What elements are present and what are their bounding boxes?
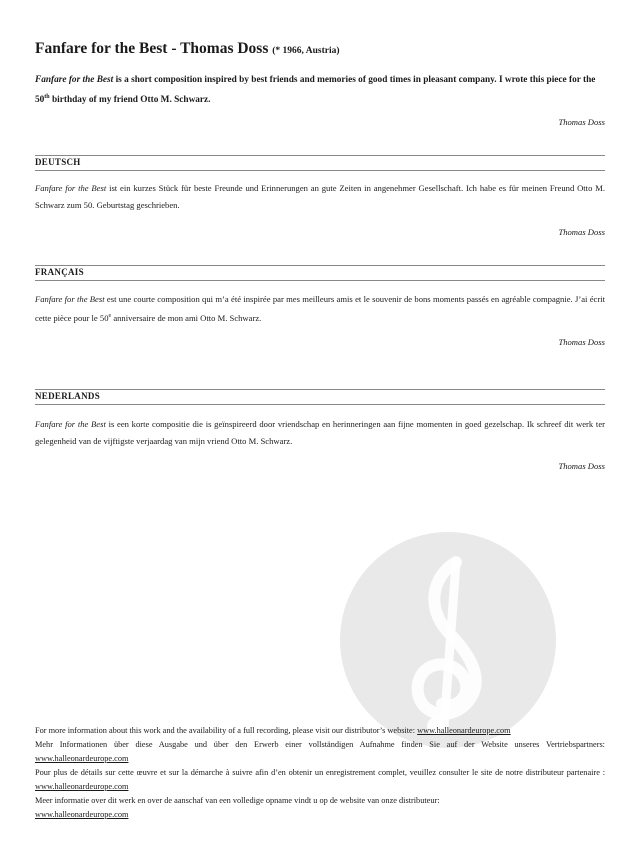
footer-fr-text: Pour plus de détails sur cette œuvre et sur la démarche à suivre afin d’en obtenir un enregistrement complet, veuillez consulter le site de notre distributeur partenaire : (35, 768, 605, 777)
footer-fr-link[interactable]: www.halleonardeurope.com (35, 782, 129, 791)
signature-fr: Thomas Doss (558, 337, 605, 347)
footer-de-text: Mehr Informationen über diese Ausgabe und über den Erwerb einer vollständigen Aufnahme finden Sie auf der Website unseres Vertriebspartners: (35, 740, 605, 749)
body-text-a: est une courte composition qui m’a été inspirée par mes meilleurs amis et le souvenir de bons moments passés en agréable compagnie. J’ai écrit cette pièce pour le 50 (35, 294, 605, 323)
treble-clef-watermark (340, 532, 556, 748)
footer-de (35, 738, 605, 766)
footer-nl (35, 794, 605, 822)
work-title: Fanfare for the Best (35, 294, 105, 304)
work-title: Fanfare for the Best (35, 419, 106, 429)
treble-clef-icon (340, 532, 556, 748)
work-title: Fanfare for the Best (35, 75, 114, 85)
signature-nl: Thomas Doss (558, 461, 605, 471)
footer-en-link[interactable]: www.halleonardeurope.com (417, 726, 511, 735)
signature-en: Thomas Doss (558, 117, 605, 127)
footer-en (35, 724, 605, 738)
composer-life-dates: (* 1966, Austria) (272, 46, 340, 56)
heading-text: DEUTSCH (35, 157, 81, 167)
footer-nl-text: Meer informatie over dit werk en over de aanschaf van een volledige opname vindt u op de website van onze distributeur: (35, 796, 440, 805)
heading-text: NEDERLANDS (35, 391, 101, 401)
section-heading-francais (35, 266, 605, 281)
signature-de: Thomas Doss (558, 227, 605, 237)
heading-text: FRANÇAIS (35, 267, 84, 277)
section-body-nederlands (35, 416, 605, 450)
intro-text-b: birthday of my friend Otto M. Schwarz. (49, 95, 211, 106)
section-body-francais (35, 291, 605, 327)
work-title: Fanfare for the Best (35, 183, 107, 193)
section-heading-deutsch (35, 156, 605, 171)
body-text: ist ein kurzes Stück für beste Freunde und Erinnerungen an gute Zeiten in angenehmer Gesellschaft. Ich habe es für meinen Freund Otto M. Schwarz zum 50. Geburtstag geschrieben. (35, 183, 605, 210)
body-text-b: anniversaire de mon ami Otto M. Schwarz. (111, 312, 262, 323)
body-text: is een korte compositie die is geïnspireerd door vriendschap en herinneringen aan fijne momenten in goed gezelschap. Ik schreef dit werk ter gelegenheid van de vijftigste verjaardag van mijn vriend Otto M. Schwarz. (35, 419, 605, 446)
section-heading-nederlands (35, 390, 605, 405)
footer-nl-link[interactable]: www.halleonardeurope.com (35, 810, 129, 819)
page-title (35, 40, 340, 58)
footer-en-text: For more information about this work and the availability of a full recording, please visit our distributor’s website: (35, 726, 418, 735)
english-intro (35, 72, 605, 109)
footer-de-link[interactable]: www.halleonardeurope.com (35, 754, 129, 763)
intro-ordinal: th (44, 94, 50, 100)
ordinal: e (108, 313, 112, 319)
intro-text-a: is a short composition inspired by best friends and memories of good times in pleasant company. I wrote this piece for the 50 (35, 75, 596, 106)
section-body-deutsch (35, 180, 605, 214)
title-main: Fanfare for the Best - Thomas Doss (35, 40, 269, 57)
footer-fr (35, 766, 605, 794)
distributor-footer (35, 724, 605, 822)
